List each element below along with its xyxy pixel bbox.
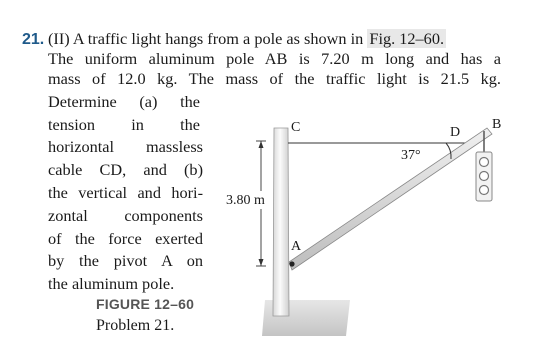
figure-caption-title: FIGURE 12–60 [96, 296, 195, 312]
difficulty-level: (II) [48, 29, 70, 48]
narrow-line-1: Determine (a) the [48, 92, 200, 111]
narrow-line-3: horizontal massless [48, 137, 203, 156]
traffic-light [476, 152, 492, 201]
problem-line-3: mass of 12.0 kg. The mass of the traffic light is 21.5 kg. [48, 69, 501, 88]
angle-label: 37° [401, 148, 421, 163]
problem-line-1-text: A traffic light hangs from a pole as shown in [72, 29, 364, 48]
dimension-arrow-bottom [259, 259, 264, 266]
light-lamp-top [480, 158, 489, 167]
pivot-a [289, 261, 294, 266]
narrow-line-8: by the pivot A on [48, 251, 203, 270]
height-label: 3.80 m [226, 193, 265, 208]
narrow-line-5: the vertical and hori- [48, 183, 203, 202]
label-d: D [450, 125, 461, 140]
problem-line-2: The uniform aluminum pole AB is 7.20 m long and has a [48, 49, 501, 68]
narrow-line-2: tension in the [48, 115, 200, 134]
light-lamp-bottom [480, 186, 489, 195]
problem-number: 21. [22, 31, 45, 48]
dimension-arrow-top [259, 141, 264, 148]
label-c: C [291, 120, 301, 135]
narrow-line-7: of the force exerted [48, 229, 203, 248]
figure-reference: Fig. 12–60. [369, 29, 445, 48]
vertical-pole [273, 128, 289, 316]
narrow-line-6: zontal components [48, 206, 203, 225]
figure-caption-subtitle: Problem 21. [96, 317, 175, 334]
label-b: B [492, 117, 502, 132]
narrow-line-4: cable CD, and (b) [48, 160, 203, 179]
narrow-line-9: the aluminum pole. [48, 274, 175, 293]
aluminum-pole-ab [289, 128, 492, 270]
light-lamp-middle [480, 172, 489, 181]
label-a: A [291, 239, 302, 254]
